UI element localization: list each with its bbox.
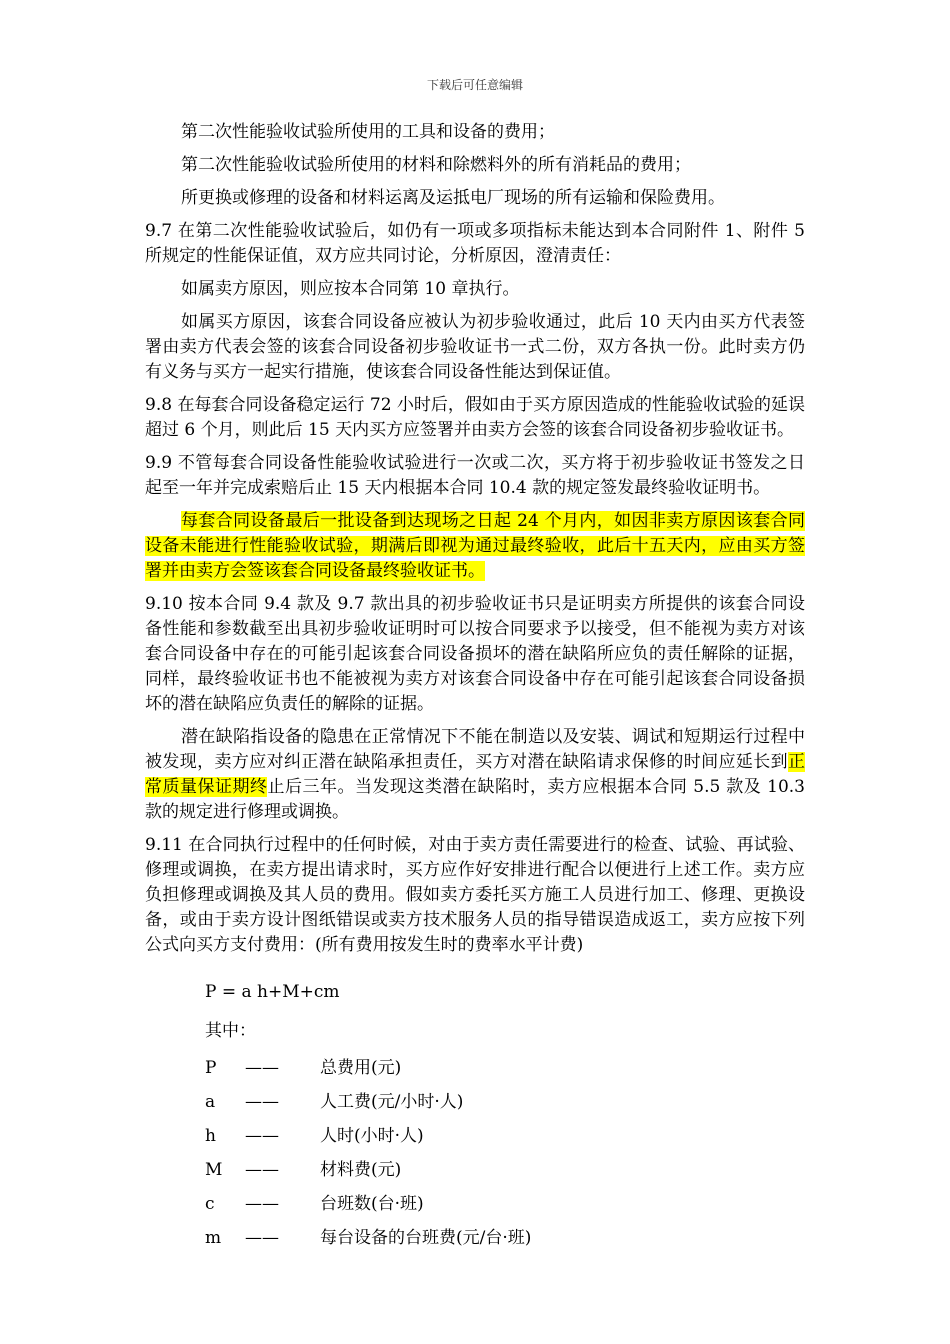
highlight-text: 每套合同设备最后一批设备到达现场之日起 24 个月内，如因非卖方原因该套合同设备未能进行性能验收试验，期满后即视为通过最终验收，此后十五天内，应由买方签署并由卖方会签该套合同设备最终验收证书。 [145,511,805,581]
highlighted-paragraph [145,509,805,584]
text-span: 潜在缺陷指设备的隐患在正常情况下不能在制造以及安装、调试和短期运行过程中被发现，卖方应对纠正潜在缺陷承担责任，买方对潜在缺陷请求保修的时间应延长到 [145,727,805,772]
definition-row [205,1124,805,1158]
clause-9-10: 9.10 按本合同 9.4 款及 9.7 款出具的初步验收证书只是证明卖方所提供的该套合同设备性能和参数截至出具初步验收证明时可以按合同要求予以接受，但不能视为卖方对该套合同设备中存在的可能引起该套合同设备损坏的潜在缺陷所应负的责任解除的证据，同样，最终验收证书也不能被视为卖方对该套合同设备中存在可能引起该套合同设备损坏的潜在缺陷应负责任的解除的证据。 [145,594,805,714]
text-span: 止后三年。当发现这类潜在缺陷时，卖方应根据本合同 5.5 款及 10.3 款的规定进行修理或调换。 [145,777,805,822]
latent-defect-paragraph [145,725,805,825]
definition-row [205,1226,805,1260]
paragraph: 如属卖方原因，则应按本合同第 10 章执行。 [181,279,520,299]
clause-9-9: 9.9 不管每套合同设备性能验收试验进行一次或二次，买方将于初步验收证书签发之日起至一年并完成索赔后止 15 天内根据本合同 10.4 款的规定签发最终验收证明书。 [145,453,805,498]
symbol: m [205,1228,222,1248]
where-label: 其中： [205,1021,256,1041]
symbol: a [205,1092,216,1112]
definition-row [205,1090,805,1124]
clause-9-7: 9.7 在第二次性能验收试验后，如仍有一项或多项指标未能达到本合同附件 1、附件 5 所规定的性能保证值，双方应共同讨论，分析原因，澄清责任： [145,221,805,266]
page-header: 下载后可任意编辑 [426,78,523,92]
paragraph: 所更换或修理的设备和材料运离及运抵电厂现场的所有运输和保险费用。 [181,188,725,208]
dash: —— [245,1126,279,1146]
formula: P = a h+M+cm [205,982,340,1002]
symbol: M [205,1160,223,1180]
dash: —— [245,1194,279,1214]
description: 台班数(台·班) [320,1194,424,1214]
paragraph: 第二次性能验收试验所使用的工具和设备的费用； [181,122,555,142]
dash: —— [245,1058,279,1078]
dash: —— [245,1092,279,1112]
description: 材料费(元) [320,1160,402,1180]
paragraph: 第二次性能验收试验所使用的材料和除燃料外的所有消耗品的费用； [181,155,691,175]
description: 总费用(元) [320,1058,402,1078]
definition-row [205,1192,805,1226]
description: 人工费(元/小时·人) [320,1092,464,1112]
clause-9-11: 9.11 在合同执行过程中的任何时候，对由于卖方责任需要进行的检查、试验、再试验、修理或调换，在卖方提出请求时，买方应作好安排进行配合以便进行上述工作。卖方应负担修理或调换及其人员的费用。假如卖方委托买方施工人员进行加工、修理、更换设备，或由于卖方设计图纸错误或卖方技术服务人员的指导错误造成返工，卖方应按下列公式向买方支付费用：(所有费用按发生时的费率水平计费) [145,835,805,955]
clause-9-8: 9.8 在每套合同设备稳定运行 72 小时后，假如由于买方原因造成的性能验收试验的延误超过 6 个月，则此后 15 天内买方应签署并由卖方会签的该套合同设备初步验收证书。 [145,395,805,440]
highlight-text: 正常质量保证期终 [145,752,805,797]
symbol: h [205,1126,216,1146]
document-body [145,120,805,1260]
symbol: c [205,1194,215,1214]
symbol: P [205,1058,217,1078]
definition-row [205,1158,805,1192]
dash: —— [245,1160,279,1180]
description: 人时(小时·人) [320,1126,424,1146]
description: 每台设备的台班费(元/台·班) [320,1228,532,1248]
definition-list [205,1056,805,1260]
paragraph: 如属买方原因，该套合同设备应被认为初步验收通过，此后 10 天内由买方代表签署由卖方代表会签的该套合同设备初步验收证书一式二份，双方各执一份。此时卖方仍有义务与买方一起实行措施，使该套合同设备性能达到保证值。 [145,312,805,382]
definition-row [205,1056,805,1090]
dash: —— [245,1228,279,1248]
